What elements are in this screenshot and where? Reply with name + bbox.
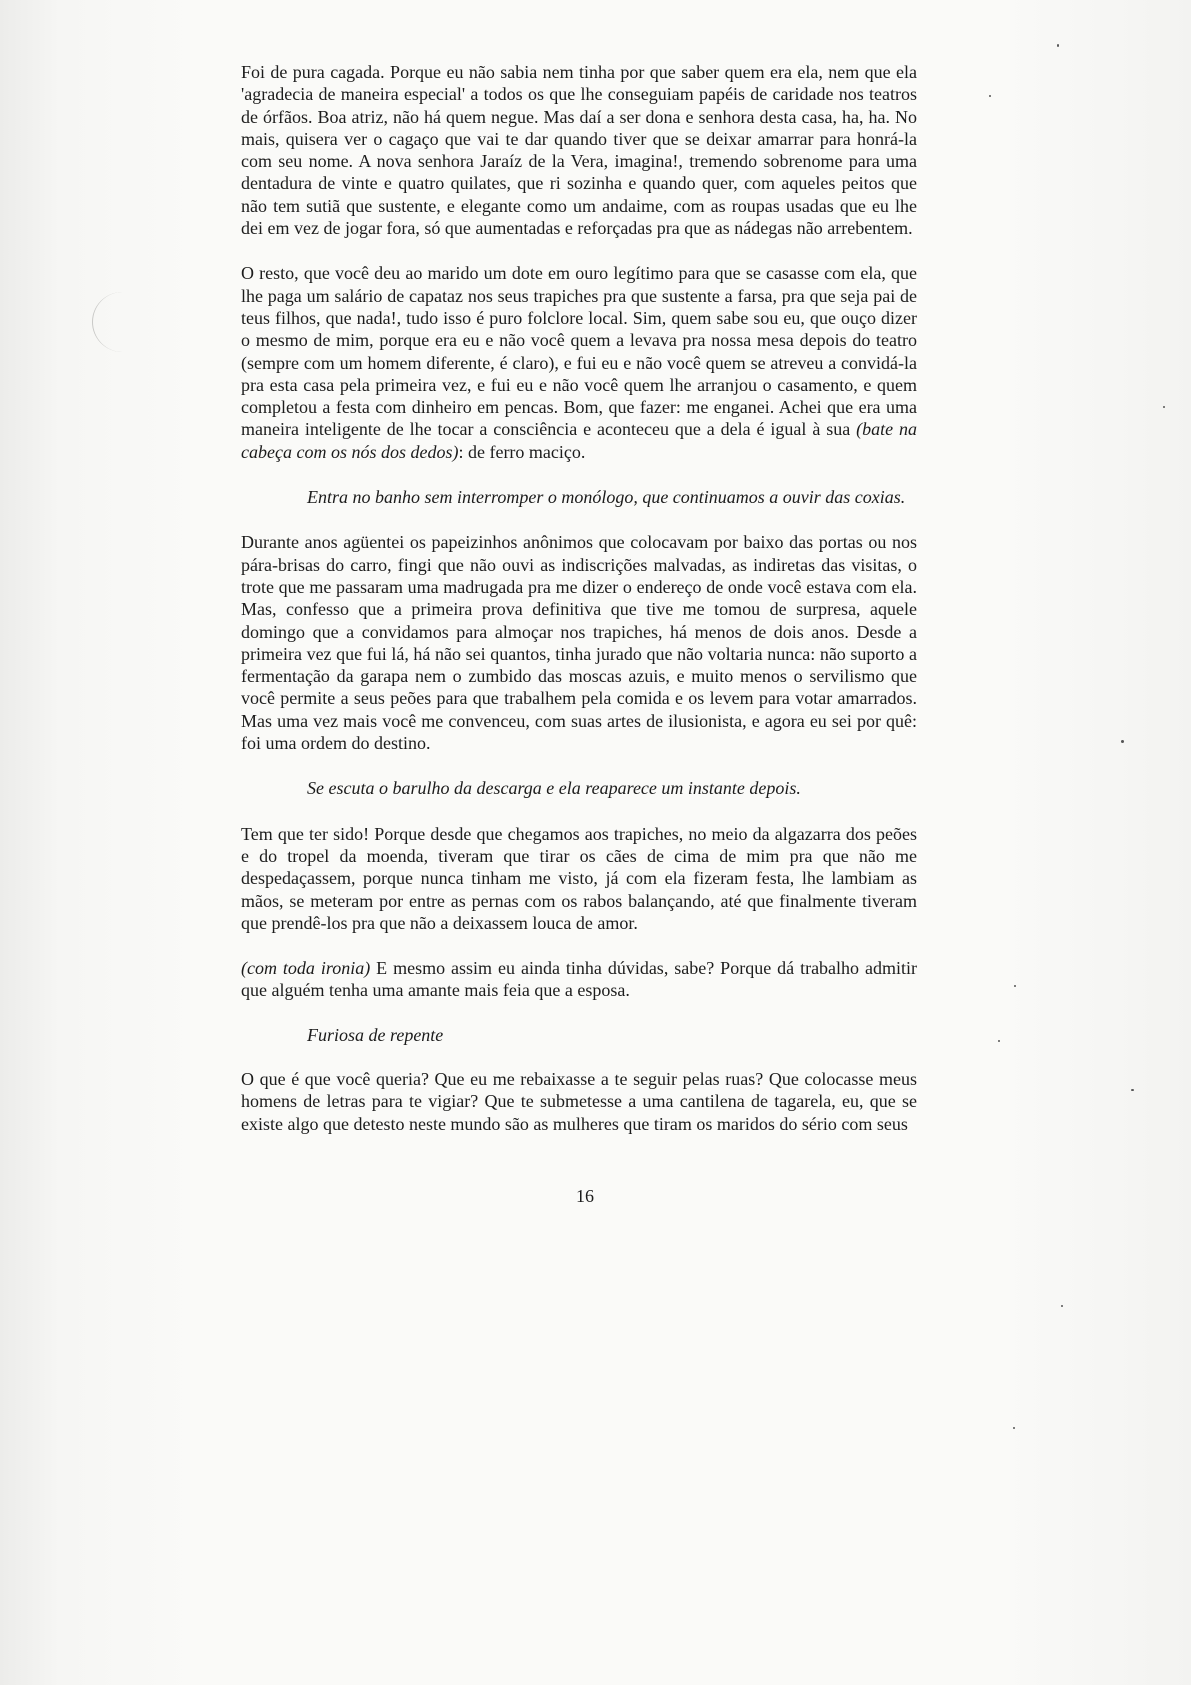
scan-speck xyxy=(1131,1089,1134,1091)
paragraph-3: Durante anos agüentei os papeizinhos anônimos que colocavam por baixo das portas ou nos pára-brisas do carro, fingi que não ouvi as indiscrições malvadas, as indiretas das visitas, o trote que me passaram uma madrugada pra me dizer o endereço de onde você estava com ela. Mas, confesso que a primeira prova definitiva que tive me tomou de surpresa, aquele domingo que a convidamos para almoçar nos trapiches, há menos de dois anos. Desde a primeira vez que fui lá, há não sei quantos, tinha jurado que não voltaria nunca: não suporto a fermentação da garapa nem o zumbido das moscas azuis, e muito menos o servilismo que você permite a seus peões para que trabalhem pela comida e os levem para votar amarrados. Mas uma vez mais você me convenceu, com suas artes de ilusionista, e agora eu sei por quê: foi uma ordem do destino. xyxy=(241,532,917,754)
stage-direction-1: Entra no banho sem interromper o monólogo, que continuamos a ouvir das coxias. xyxy=(307,487,906,508)
document-body xyxy=(241,61,917,1135)
paragraph-5 xyxy=(241,957,917,1002)
paragraph-2-text-end: : de ferro maciço. xyxy=(458,441,586,462)
stage-direction-2: Se escuta o barulho da descarga e ela reaparece um instante depois. xyxy=(307,778,801,799)
paragraph-2-text: O resto, que você deu ao marido um dote em ouro legítimo para que se casasse com ela, que lhe paga um salário de capataz nos seus trapiches pra que sustente a farsa, pra que seja pai de teus filhos, que nada!, tudo isso é puro folclore local. Sim, quem sabe sou eu, que ouço dizer o mesmo de mim, porque era eu e não você quem a levava pra nossa mesa depois do teatro (sempre com um homem diferente, é claro), e fui eu e não você quem se atreveu a convidá-la pra esta casa pela primeira vez, e fui eu e não você quem lhe arranjou o casamento, e quem completou a festa com dinheiro em pencas. Bom, que fazer: me enganei. Achei que era uma maneira inteligente de lhe tocar a consciência e aconteceu que a dela é igual à sua xyxy=(241,263,917,440)
paragraph-6: O que é que você queria? Que eu me rebaixasse a te seguir pelas ruas? Que colocasse meus homens de letras para te vigiar? Que te submetesse a uma cantilena de tagarela, eu, que se existe algo que detesto neste mundo são as mulheres que tiram os maridos do sério com seus xyxy=(241,1068,917,1134)
scan-speck xyxy=(1014,985,1016,987)
paragraph-2-stage-direction: (bate na cabeça com os nós dos dedos) xyxy=(241,419,917,462)
stage-direction-3: Furiosa de repente xyxy=(307,1024,444,1045)
scan-speck xyxy=(1057,44,1059,47)
scan-speck xyxy=(1061,1305,1063,1307)
paragraph-5-text: E mesmo assim eu ainda tinha dúvidas, sabe? Porque dá trabalho admitir que alguém tenha uma amante mais feia que a esposa. xyxy=(241,958,917,1001)
scan-artifact-arc xyxy=(92,292,153,352)
paragraph-4: Tem que ter sido! Porque desde que chegamos aos trapiches, no meio da algazarra dos peões e do tropel da moenda, tiveram que tirar os cães de cima de mim pra que não me despedaçassem, porque nunca tinham me visto, já com ela fizeram festa, lhe lambiam as mãos, se meteram por entre as pernas com os rabos balançando, até que finalmente tiveram que prendê-los pra que não a deixassem louca de amor. xyxy=(241,823,917,933)
scan-speck xyxy=(1163,406,1165,408)
scan-speck xyxy=(998,1040,1000,1042)
page-number: 16 xyxy=(576,1186,594,1206)
paragraph-1: Foi de pura cagada. Porque eu não sabia nem tinha por que saber quem era ela, nem que ela 'agradecia de maneira especial' a todos os que lhe conseguiam papéis de caridade nos teatros de órfãos. Boa atriz, não há quem negue. Mas daí a ser dona e senhora desta casa, ha, ha. No mais, quisera ver o cagaço que vai te dar quando tiver que se deixar amarrar para honrá-la com seu nome. A nova senhora Jaraíz de la Vera, imagina!, tremendo sobrenome para uma dentadura de vinte e quatro quilates, que ri sozinha e quando quer, com aqueles peitos que não tem sutiã que sustente, e elegante como um andaime, com as roupas usadas que eu lhe dei em vez de jogar fora, só que aumentadas e reforçadas pra que as nádegas não arrebentem. xyxy=(241,62,917,239)
paragraph-2 xyxy=(241,262,917,463)
scan-speck xyxy=(1013,1427,1015,1429)
paragraph-5-stage-direction: (com toda ironia) xyxy=(241,958,371,979)
scan-speck xyxy=(989,95,991,97)
scan-speck xyxy=(1121,740,1124,743)
